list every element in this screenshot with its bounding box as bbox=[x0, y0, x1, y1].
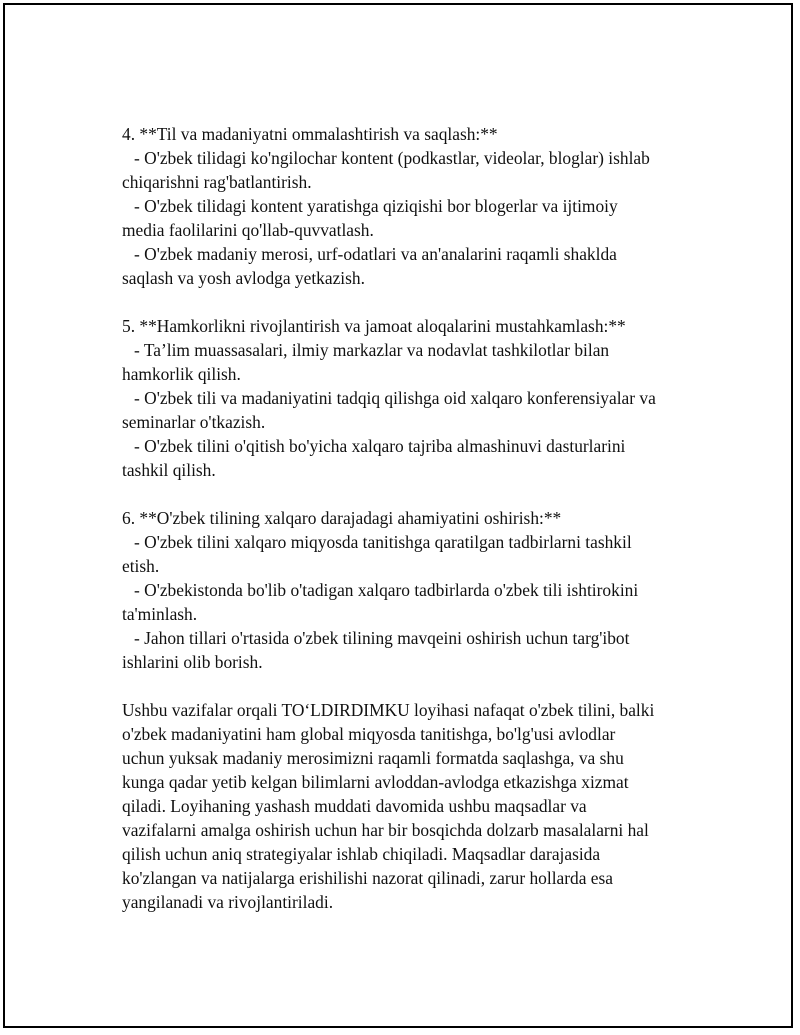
summary-paragraph bbox=[122, 698, 702, 914]
page-frame bbox=[3, 3, 793, 1028]
text-line: uchun yuksak madaniy merosimizni raqamli formatda saqlashga, va shu bbox=[122, 748, 624, 768]
section-heading: 6. **O'zbek tilining xalqaro darajadagi ahamiyatini oshirish:** bbox=[122, 508, 562, 528]
task-section bbox=[122, 506, 702, 674]
section-heading: 5. **Hamkorlikni rivojlantirish va jamoat aloqalarini mustahkamlash:** bbox=[122, 316, 626, 336]
text-line: - O'zbek madaniy merosi, urf-odatlari va an'analarini raqamli shaklda bbox=[134, 244, 617, 264]
section-heading: 4. **Til va madaniyatni ommalashtirish va saqlash:** bbox=[122, 124, 498, 144]
text-line: media faolilarini qo'llab-quvvatlash. bbox=[122, 220, 374, 240]
text-line: hamkorlik qilish. bbox=[122, 364, 241, 384]
text-line: tashkil qilish. bbox=[122, 460, 216, 480]
text-line: - O'zbek tilini o'qitish bo'yicha xalqaro tajriba almashinuvi dasturlarini bbox=[134, 436, 626, 456]
paragraph-gap bbox=[122, 290, 702, 314]
text-line: qilish uchun aniq strategiyalar ishlab chiqiladi. Maqsadlar darajasida bbox=[122, 844, 601, 864]
paragraph-gap bbox=[122, 482, 702, 506]
text-line: o'zbek madaniyatini ham global miqyosda tanitishga, bo'lg'usi avlodlar bbox=[122, 724, 616, 744]
text-line: yangilanadi va rivojlantiriladi. bbox=[122, 892, 334, 912]
text-line: - Ta’lim muassasalari, ilmiy markazlar va nodavlat tashkilotlar bilan bbox=[134, 340, 610, 360]
text-line: etish. bbox=[122, 556, 160, 576]
task-section bbox=[122, 122, 702, 290]
task-section bbox=[122, 314, 702, 482]
text-line: vazifalarni amalga oshirish uchun har bir bosqichda dolzarb masalalarni hal bbox=[122, 820, 649, 840]
text-line: - O'zbek tilini xalqaro miqyosda tanitishga qaratilgan tadbirlarni tashkil bbox=[134, 532, 632, 552]
text-line: - Jahon tillari o'rtasida o'zbek tilining mavqeini oshirish uchun targ'ibot bbox=[134, 628, 630, 648]
text-line: - O'zbek tili va madaniyatini tadqiq qilishga oid xalqaro konferensiyalar va bbox=[134, 388, 656, 408]
text-line: - O'zbekistonda bo'lib o'tadigan xalqaro tadbirlarda o'zbek tili ishtirokini bbox=[134, 580, 639, 600]
text-line: - O'zbek tilidagi kontent yaratishga qiziqishi bor blogerlar va ijtimoiy bbox=[134, 196, 618, 216]
document-body bbox=[122, 122, 702, 914]
text-line: seminarlar o'tkazish. bbox=[122, 412, 266, 432]
text-line: chiqarishni rag'batlantirish. bbox=[122, 172, 312, 192]
text-line: Ushbu vazifalar orqali TO‘LDIRDIMKU loyihasi nafaqat o'zbek tilini, balki bbox=[122, 700, 655, 720]
paragraph-gap bbox=[122, 674, 702, 698]
text-line: qiladi. Loyihaning yashash muddati davomida ushbu maqsadlar va bbox=[122, 796, 587, 816]
text-line: ko'zlangan va natijalarga erishilishi nazorat qilinadi, zarur hollarda esa bbox=[122, 868, 614, 888]
text-line: - O'zbek tilidagi ko'ngilochar kontent (podkastlar, videolar, bloglar) ishlab bbox=[134, 148, 650, 168]
text-line: kunga qadar yetib kelgan bilimlarni avloddan-avlodga etkazishga xizmat bbox=[122, 772, 629, 792]
text-line: ta'minlash. bbox=[122, 604, 198, 624]
text-line: saqlash va yosh avlodga yetkazish. bbox=[122, 268, 365, 288]
text-line: ishlarini olib borish. bbox=[122, 652, 263, 672]
